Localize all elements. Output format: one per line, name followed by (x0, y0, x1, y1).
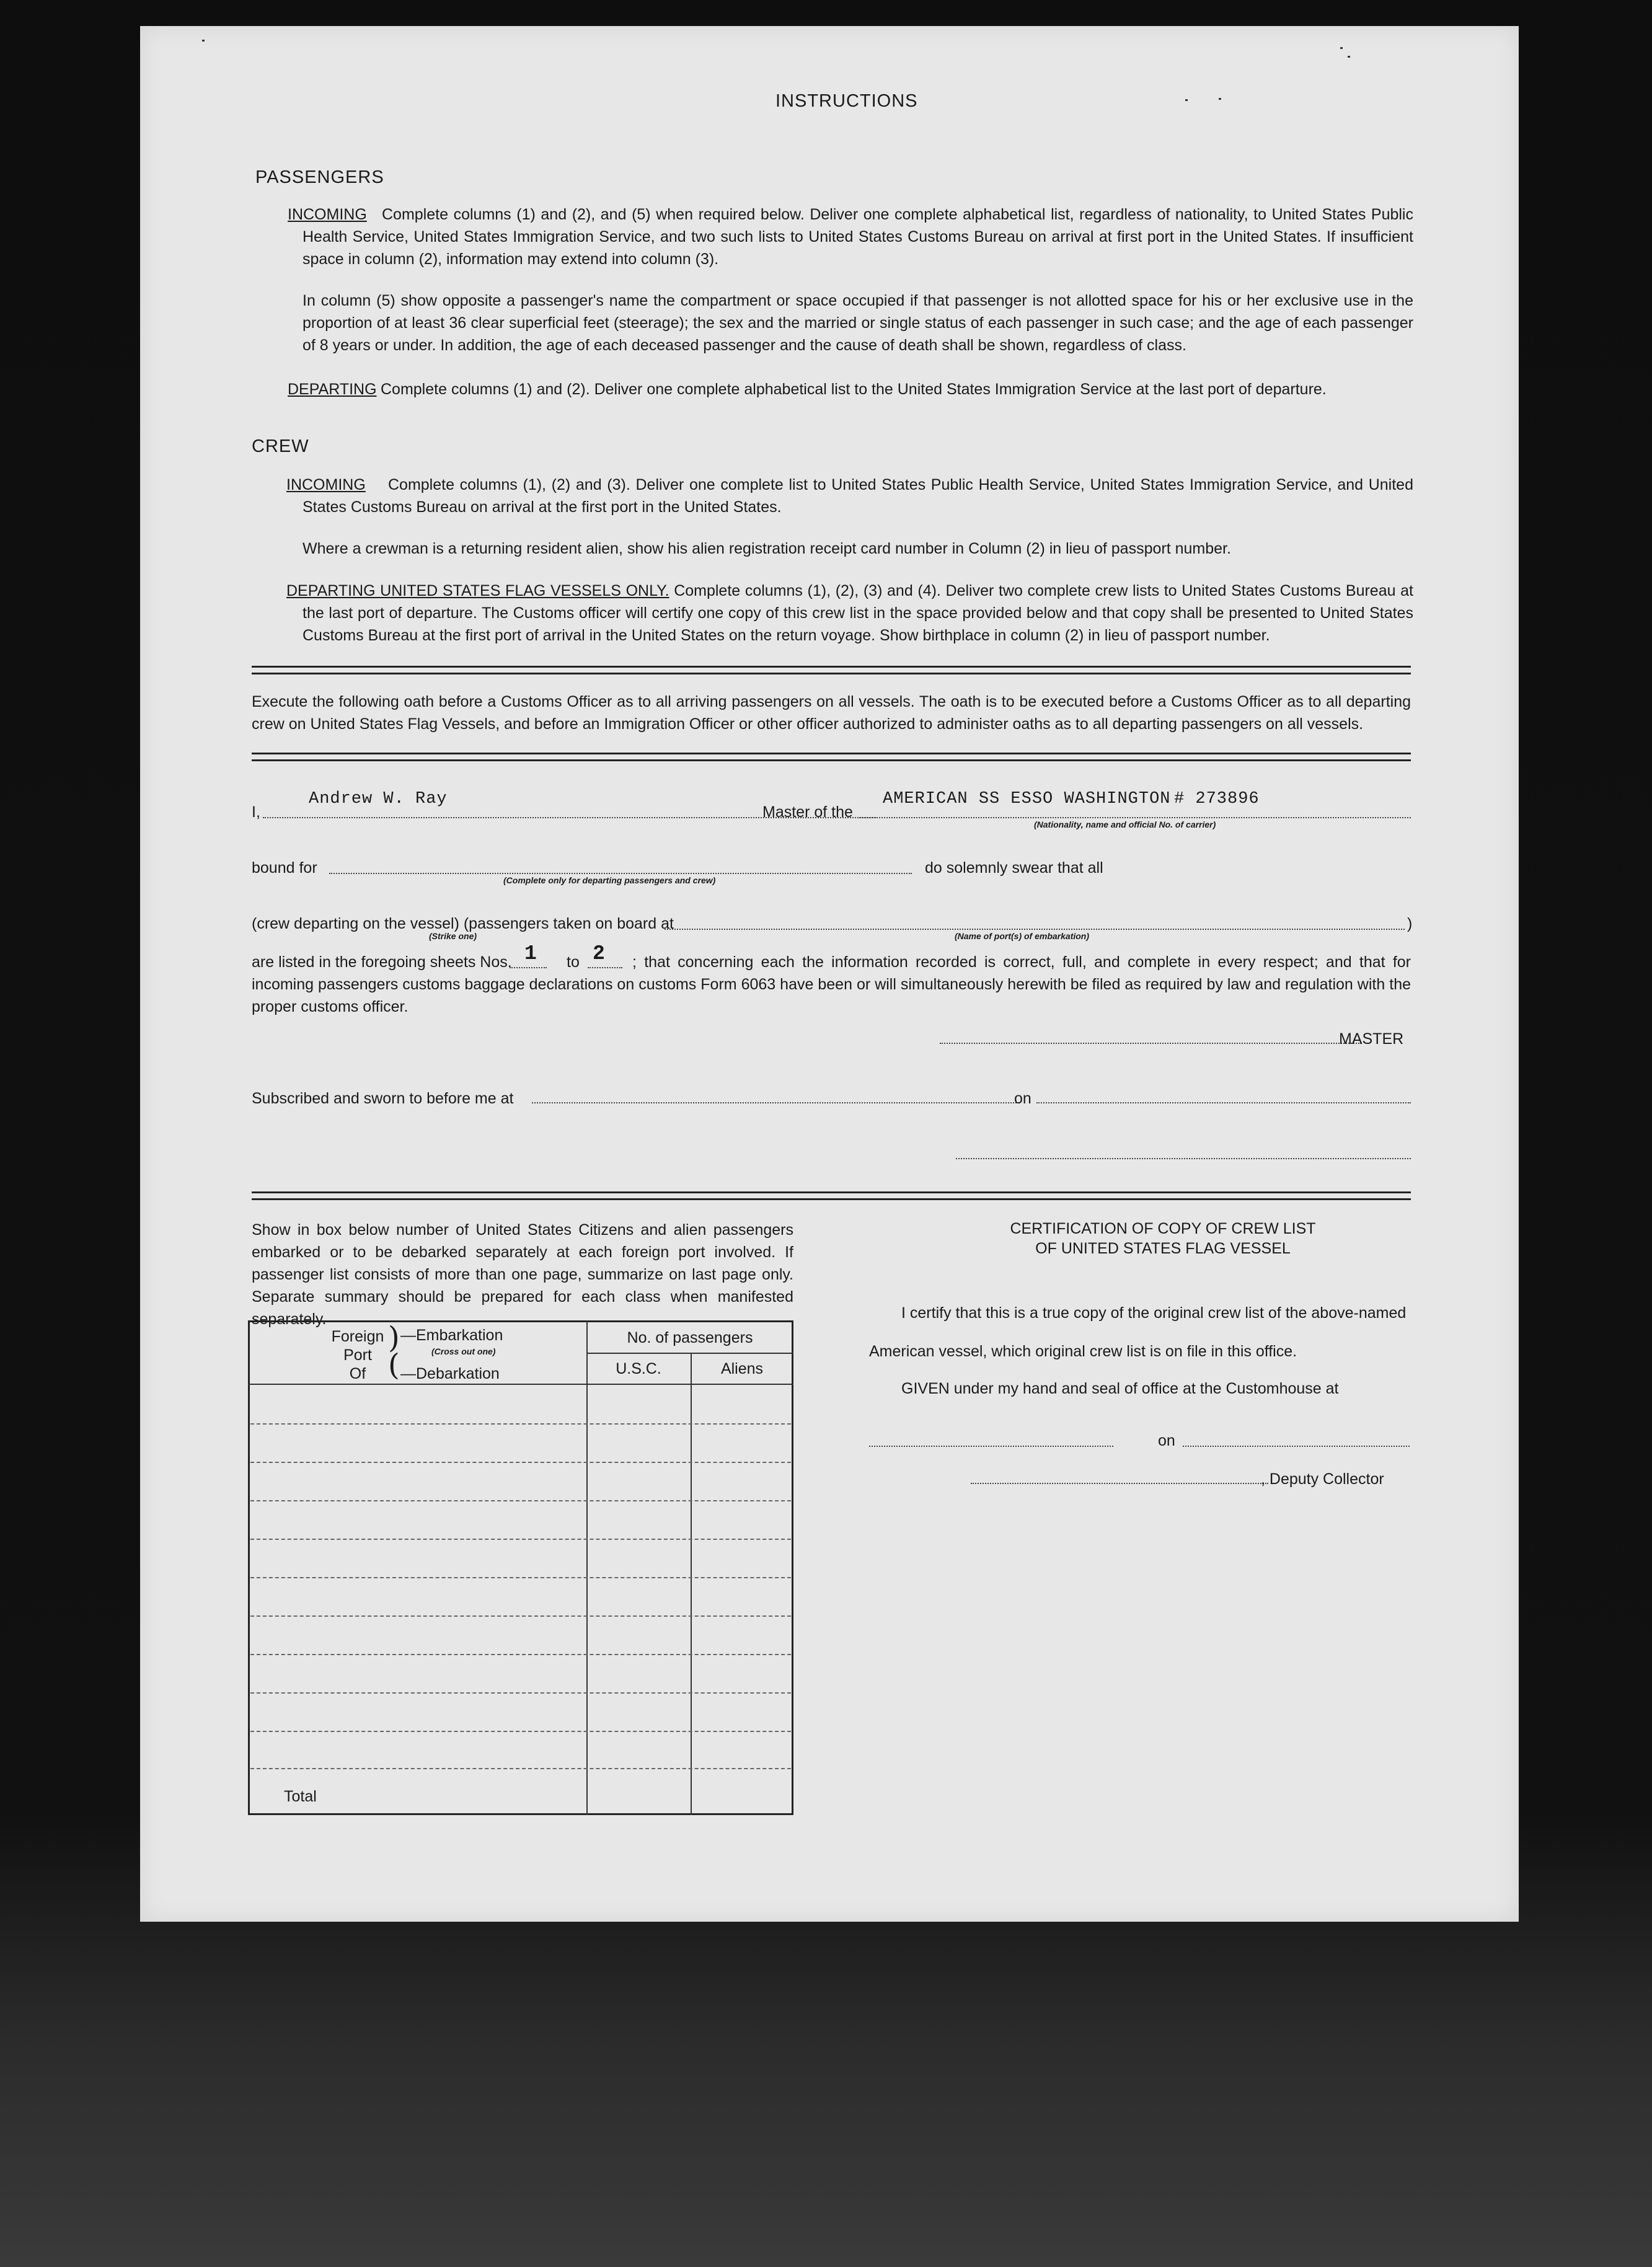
oath-i-label: I, (252, 803, 260, 821)
table-row-line-2 (250, 1462, 791, 1463)
page-title: INSTRUCTIONS (775, 91, 918, 111)
summary-instructions: Show in box below number of United States Citizens and alien passengers embarked or to be debarked separately at each foreign port involved. If passenger list consists of more than one page, summarize on last page only. Separate summary should be prepared for each class when manifested separately. (252, 1221, 793, 1328)
table-row-line-9 (250, 1731, 791, 1732)
master-label: MASTER (1339, 1030, 1404, 1048)
oath-intro-text: Execute the following oath before a Customs Officer as to all arriving passengers on all vessels. The oath is to be executed before a Customs Officer as to all departing crew on United States Flag Vessels, and before an Immigration Officer or other officer authorized to administer oaths as to all departing passengers on all vessels. (252, 693, 1411, 733)
passengers-incoming-label: INCOMING (288, 206, 367, 223)
scan-speck (1185, 99, 1188, 101)
to-label: to (567, 953, 580, 971)
customhouse-line[interactable] (869, 1446, 1113, 1447)
table-row-line-5 (250, 1577, 791, 1578)
port-caption: (Name of port(s) of embarkation) (955, 931, 1090, 941)
subscribed-date-line[interactable] (1036, 1102, 1411, 1103)
table-debarkation-label: —Debarkation (400, 1365, 500, 1382)
table-brace-top: ) (388, 1320, 400, 1355)
crew-heading: CREW (252, 436, 309, 456)
table-aliens-label: Aliens (720, 1360, 764, 1377)
crew-resident-alien-text: Where a crewman is a returning resident alien, show his alien registration receipt card number in Column (2) in lieu of passport number. (303, 540, 1231, 557)
master-of-label: Master of the (762, 803, 853, 821)
table-row-line-10 (250, 1768, 791, 1769)
officer-signature-line[interactable] (956, 1158, 1411, 1159)
sheets-label: are listed in the foregoing sheets Nos. (252, 953, 512, 971)
bound-for-label: bound for (252, 859, 317, 877)
crew-incoming-label: INCOMING (286, 476, 366, 493)
vessel-line (859, 817, 1411, 818)
section-divider-3 (252, 1191, 1411, 1200)
passengers-incoming-body: Complete columns (1) and (2), and (5) when required below. Deliver one complete alphabetical list, regardless of nationality, to United States Public Health Service, United States Immigration Service, and two such lists to United States Customs Bureau on arrival at first port in the United States. If insufficient space in column (2), information may extend into column (3). (303, 206, 1413, 268)
certification-heading-1: CERTIFICATION OF COPY OF CREW LIST (1010, 1220, 1316, 1237)
table-row-line-4 (250, 1539, 791, 1540)
table-row-line-1 (250, 1423, 791, 1425)
table-brace-bottom: ( (388, 1348, 400, 1382)
bound-for-caption: (Complete only for departing passengers and crew) (503, 875, 716, 885)
vessel-field[interactable]: AMERICAN SS ESSO WASHINGTON (883, 790, 1171, 808)
crew-departing-label: DEPARTING UNITED STATES FLAG VESSELS ONLY. (286, 582, 669, 599)
crew-departing-body: Complete columns (1), (2), (3) and (4). Deliver two complete crew lists to United States Customs Bureau at the last port of departure. The Customs officer will certify one copy of this crew list in the space provided below and that copy shall be presented to United States Customs Bureau at the first port of arrival in the United States on the return voyage. Show birthplace in column (2) in lieu of passport number. (303, 582, 1413, 644)
table-total-label: Total (284, 1788, 317, 1805)
table-row-line-8 (250, 1692, 791, 1694)
port-embarkation-line[interactable] (665, 929, 1405, 930)
section-divider-1 (252, 666, 1411, 674)
table-embarkation-label: —Embarkation (400, 1327, 503, 1344)
table-port-label: Port (343, 1346, 372, 1364)
certification-date-line[interactable] (1183, 1446, 1410, 1447)
table-foreign-label: Foreign (331, 1328, 384, 1345)
subscribed-place-line[interactable] (532, 1102, 1019, 1103)
official-number-field[interactable]: # 273896 (1174, 790, 1260, 808)
form-page (140, 26, 1519, 1922)
table-row-line-7 (250, 1654, 791, 1655)
crew-incoming-text (303, 474, 1413, 518)
close-paren: ) (1407, 915, 1413, 932)
table-of-label: Of (349, 1365, 366, 1382)
scan-speck (1219, 98, 1221, 100)
strike-caption: (Strike one) (429, 931, 477, 941)
table-col-divider-1 (586, 1320, 588, 1815)
passengers-departing-label: DEPARTING (288, 381, 377, 398)
master-name-field[interactable]: Andrew W. Ray (309, 790, 448, 808)
sheet-to-field[interactable]: 2 (593, 942, 605, 965)
sheets-rest-text (252, 951, 1411, 1018)
deputy-signature-line[interactable] (971, 1483, 1268, 1484)
table-usc-label: U.S.C. (616, 1360, 661, 1377)
table-subheader-rule (586, 1353, 793, 1354)
crew-departing-text (286, 580, 1413, 647)
certify-line-2: American vessel, which original crew list is on file in this office. (869, 1343, 1297, 1360)
certify-line-1: I certify that this is a true copy of the original crew list of the above-named (901, 1304, 1407, 1322)
passengers-heading: PASSENGERS (255, 167, 384, 187)
table-no-of-passengers-label: No. of passengers (627, 1329, 753, 1346)
passengers-incoming-text (303, 203, 1413, 270)
given-line: GIVEN under my hand and seal of office at the Customhouse at (901, 1380, 1339, 1397)
deputy-collector-label: , Deputy Collector (1261, 1470, 1384, 1488)
table-row-line-3 (250, 1500, 791, 1501)
master-signature-line[interactable] (940, 1043, 1361, 1044)
certification-heading-2: OF UNITED STATES FLAG VESSEL (1035, 1240, 1291, 1257)
certification-on-label: on (1158, 1432, 1175, 1449)
passengers-column5-text: In column (5) show opposite a passenger's name the compartment or space occupied if that passenger is not allotted space for his or her exclusive use in the proportion of at least 36 clear superficial feet (steerage); the sex and the married or single status of each passenger in such case; and the age of each passenger of 8 years or under. In addition, the age of each deceased passenger and the cause of death shall be shown, regardless of class. (303, 292, 1413, 354)
sheets-rest-body: ; that concerning each the information recorded is correct, full, and complete in every respect; and that for incoming passengers customs baggage declarations on customs Form 6063 have been or will simultaneously herewith be filed as required by law and regulation with the proper customs officer. (252, 953, 1411, 1015)
crew-passengers-label: (crew departing on the vessel) (passengers taken on board at (252, 915, 674, 932)
scan-speck (1340, 47, 1343, 49)
table-row-line-6 (250, 1615, 791, 1617)
section-divider-2 (252, 753, 1411, 761)
passengers-departing-text: Complete columns (1) and (2). Deliver one complete alphabetical list to the United States Immigration Service at the last port of departure. (381, 381, 1327, 398)
sheet-from-field[interactable]: 1 (524, 942, 537, 965)
table-col-divider-2 (691, 1353, 692, 1815)
passenger-summary-table (248, 1320, 793, 1815)
table-cross-out-caption: (Cross out one) (431, 1346, 496, 1356)
crew-incoming-body: Complete columns (1), (2) and (3). Deliver one complete list to United States Public Health Service, United States Immigration Service, and United States Customs Bureau on arrival at the first port in the United States. (303, 476, 1413, 516)
subscribed-on-label: on (1014, 1090, 1031, 1107)
bound-for-line[interactable] (329, 873, 912, 874)
scan-speck (202, 40, 205, 42)
subscribed-label: Subscribed and sworn to before me at (252, 1090, 514, 1107)
scan-speck (1348, 56, 1350, 58)
swear-label: do solemnly swear that all (925, 859, 1103, 877)
vessel-caption: (Nationality, name and official No. of carrier) (1034, 820, 1216, 829)
